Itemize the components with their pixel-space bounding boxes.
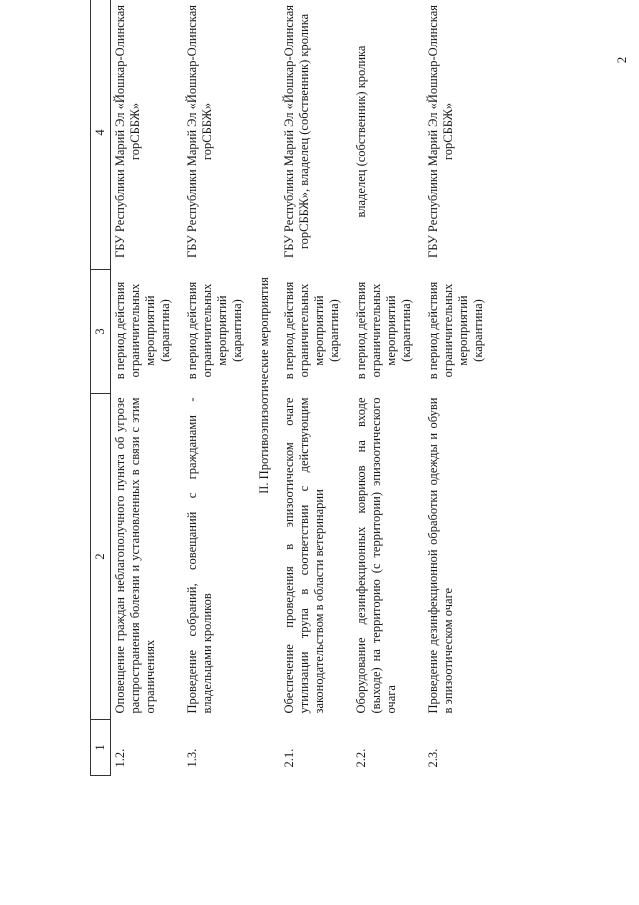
measure-period: в период действия ограничительных мероприятий (карантина) xyxy=(113,281,172,380)
row-number: 2.2. xyxy=(354,748,368,768)
measure-description: Оборудование дезинфекционных ковриков на входе (выходе) на территорию (с территории) эпизоотического очага xyxy=(354,397,398,714)
measure-description: Оповещение граждан неблагополучного пункта об угрозе распространения болезни и установленных в связи с этим ограничениях xyxy=(113,397,157,714)
measure-period: в период действия ограничительных мероприятий (карантина) xyxy=(282,281,341,380)
measure-responsible: владелец (собственник) кролика xyxy=(354,45,368,218)
row-number: 2.1. xyxy=(282,748,296,768)
measure-description: Обеспечение проведения в эпизоотическом очаге утилизации трупа в соответствии с действующим законодательством в области ветеринарии xyxy=(282,397,326,714)
measure-description: Проведение дезинфекционной обработки одежды и обуви в эпизоотическом очаге xyxy=(426,397,455,714)
section-row xyxy=(255,0,280,776)
measure-period: в период действия ограничительных мероприятий (карантина) xyxy=(426,281,485,380)
row-number: 1.2. xyxy=(113,748,127,768)
table-row xyxy=(280,0,352,776)
measure-responsible: ГБУ Республики Марий Эл «Йошкар-Олинская горСББЖ», владелец (собственник) кролика xyxy=(282,5,311,259)
row-number: 1.3. xyxy=(185,748,199,768)
column-header: 1 xyxy=(91,720,111,776)
column-header: 2 xyxy=(91,394,111,720)
table-row xyxy=(183,0,255,776)
table-row xyxy=(424,0,496,776)
measure-responsible: ГБУ Республики Марий Эл «Йошкар-Олинская горСББЖ» xyxy=(185,5,214,259)
table-row xyxy=(352,0,424,776)
column-header: 3 xyxy=(91,270,111,394)
table-row xyxy=(111,0,184,776)
table-header-row xyxy=(91,0,111,776)
measure-responsible: ГБУ Республики Марий Эл «Йошкар-Олинская горСББЖ» xyxy=(426,5,455,259)
section-heading: II. Противоэпизоотические мероприятия xyxy=(257,277,271,494)
row-number: 2.3. xyxy=(426,748,440,768)
column-header: 4 xyxy=(91,0,111,270)
measures-table xyxy=(90,0,496,776)
measure-period: в период действия ограничительных мероприятий (карантина) xyxy=(354,281,413,380)
measure-description: Проведение собраний, совещаний с гражданами - владельцами кроликов xyxy=(185,397,214,714)
measure-responsible: ГБУ Республики Марий Эл «Йошкар-Олинская горСББЖ» xyxy=(113,5,142,259)
measure-period: в период действия ограничительных мероприятий (карантина) xyxy=(185,281,244,380)
page-number: 2 xyxy=(614,56,629,64)
rotated-table-container xyxy=(90,0,610,776)
